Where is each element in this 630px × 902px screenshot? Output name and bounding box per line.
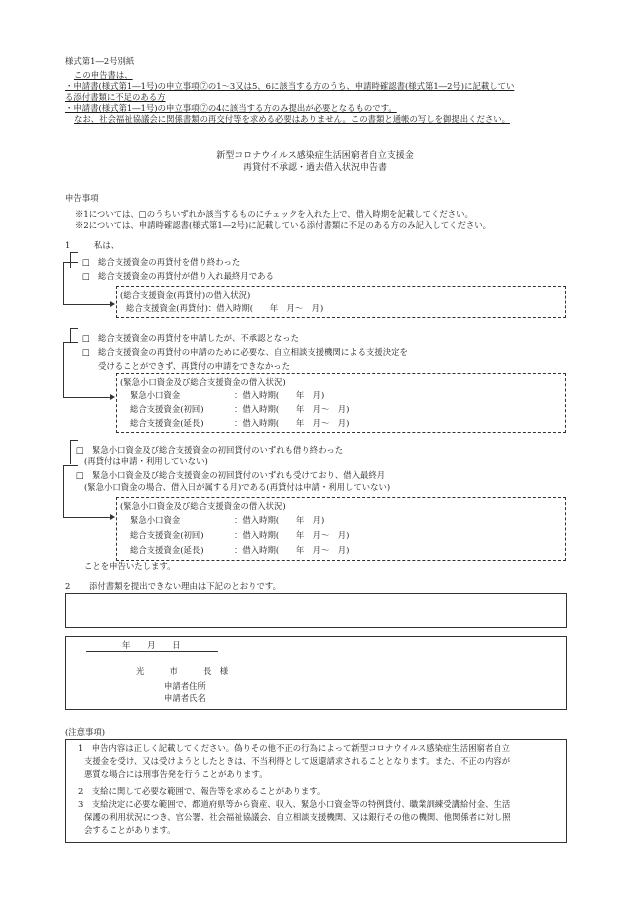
notes-heading: (注意事項): [65, 727, 106, 737]
note-line: 1 申告内容は正しく記載してください。偽りその他不正の行為によって新型コロナウイルス感染症生活困窮者自立: [78, 743, 510, 753]
checkbox[interactable]: □: [82, 333, 90, 343]
checkbox[interactable]: □: [82, 257, 90, 267]
intro-line: ・申請書(様式第1―1号)の申立事項⑦の4に該当する方のみ提出が必要となるものです。: [65, 103, 397, 113]
loan-label: 緊急小口資金: [130, 515, 181, 525]
declaration-note-1: ※1については、□のうちいずれか該当するものにチェックを入れた上で、借入時期を記載してください。: [75, 209, 473, 219]
group-c-item-2a: 緊急小口資金及び総合支援資金の初回貸付のいずれも受けており、借入最終月: [92, 470, 386, 480]
applicant-name-label: 申請者氏名: [164, 693, 206, 703]
group-c-item-1a: 緊急小口資金及び総合支援資金の初回貸付のいずれも借り終わった: [92, 445, 344, 455]
checkbox[interactable]: □: [82, 271, 90, 281]
loan-label: 緊急小口資金: [130, 390, 181, 400]
group-b-box-title: (緊急小口資金及び総合支援資金の借入状況): [120, 377, 286, 387]
group-c-item-1b: (再貸付は申請・利用していない): [84, 456, 208, 466]
group-b-item-2a: 総合支援資金の再貸付の申請のために必要な、自立相談支援機関による支援決定を: [98, 347, 408, 357]
reason-field[interactable]: [65, 593, 567, 628]
group-c-box-title: (緊急小口資金及び総合支援資金の借入状況): [120, 501, 286, 511]
note-line: 2 支給に関して必要な範囲で、報告等を求めることがあります。: [78, 786, 326, 796]
group-a-box-row: 総合支援資金(再貸付)：借入時期( 年 月～ 月): [126, 303, 324, 313]
loan-period: ：借入時期( 年 月): [234, 515, 325, 525]
loan-period: ：借入時期( 年 月): [234, 390, 325, 400]
section-1-number: 1: [65, 240, 71, 250]
checkbox[interactable]: □: [76, 470, 84, 480]
title-line-1: 新型コロナウイルス感染症生活困窮者自立支援金: [216, 151, 414, 161]
checkbox[interactable]: □: [82, 347, 90, 357]
group-b-item-1: 総合支援資金の再貸付を申請したが、不承認となった: [98, 333, 299, 343]
note-line: 悪質な場合には刑事告発を行うことがあります。: [84, 769, 268, 779]
group-c-item-2b: (緊急小口資金の場合、借入日が属する月)である(再貸付は申請・利用していない): [84, 482, 391, 492]
title-line-2: 再貸付不承認・過去借入状況申告書: [242, 163, 387, 173]
section-2-text: 添付書類を提出できない理由は下記のとおりです。: [89, 581, 281, 591]
loan-period: ：借入時期( 年 月～ 月): [234, 545, 350, 555]
checkbox[interactable]: □: [76, 445, 84, 455]
declaration-note-2: ※2については、申請時確認書(様式第1―2号)に記載している添付書類に不足のある方のみ記入してください。: [75, 220, 491, 230]
loan-label: 総合支援資金(初回): [130, 404, 204, 414]
section-2-number: 2: [65, 581, 71, 591]
group-a-item-2: 総合支援資金の再貸付が借り入れ最終月である: [98, 271, 274, 281]
section-1-closing: ことを申告いたします。: [84, 561, 176, 571]
intro-line: ・申請書(様式第1―1号)の申立事項⑦の1～3又は5、6に該当する方のうち、申請時確認書(様式第1―2号)に記載してい: [65, 81, 515, 91]
group-a-item-1: 総合支援資金の再貸付を借り終わった: [98, 257, 241, 267]
loan-period: ：借入時期( 年 月～ 月): [234, 530, 350, 540]
intro-line: なお、社会福祉協議会に関係書類の再交付等を求める必要はありません。この書類と通帳の写しを御提出ください。: [74, 114, 510, 124]
loan-period: ：借入時期( 年 月～ 月): [234, 418, 350, 428]
form-number: 様式第1―2号別紙: [65, 56, 135, 66]
signature-date: 年 月 日: [122, 640, 181, 650]
note-line: 会することがあります。: [84, 825, 176, 835]
intro-line: る添付書類に不足のある方: [65, 92, 166, 102]
loan-period: ：借入時期( 年 月～ 月): [234, 404, 350, 414]
section-1-lead: 私は、: [94, 240, 120, 250]
note-line: 支援金を受け、又は受けようとしたときは、不当利得として返還請求されることとなります。また、不正の内容が: [84, 756, 511, 766]
loan-label: 総合支援資金(延長): [130, 545, 204, 555]
note-line: 3 支給決定に必要な範囲で、都道府県等から資産、収入、緊急小口資金等の特例貸付、職業訓練受講給付金、生活: [78, 799, 511, 809]
note-line: 保護の利用状況につき、官公署、社会福祉協議会、自立相談支援機関、又は銀行その他の機関、他関係者に対し照: [84, 812, 511, 822]
group-a-box-title: (総合支援資金(再貸付)の借入状況): [120, 290, 251, 300]
group-b-item-2b: 受けることができず、再貸付の申請をできなかった: [98, 361, 290, 371]
intro-line: この申告書は、: [74, 70, 133, 80]
applicant-address-label: 申請者住所: [164, 681, 206, 691]
addressee: 光 市 長 様: [136, 666, 229, 676]
loan-label: 総合支援資金(初回): [130, 530, 204, 540]
loan-label: 総合支援資金(延長): [130, 418, 204, 428]
declaration-heading: 申告事項: [65, 193, 99, 203]
